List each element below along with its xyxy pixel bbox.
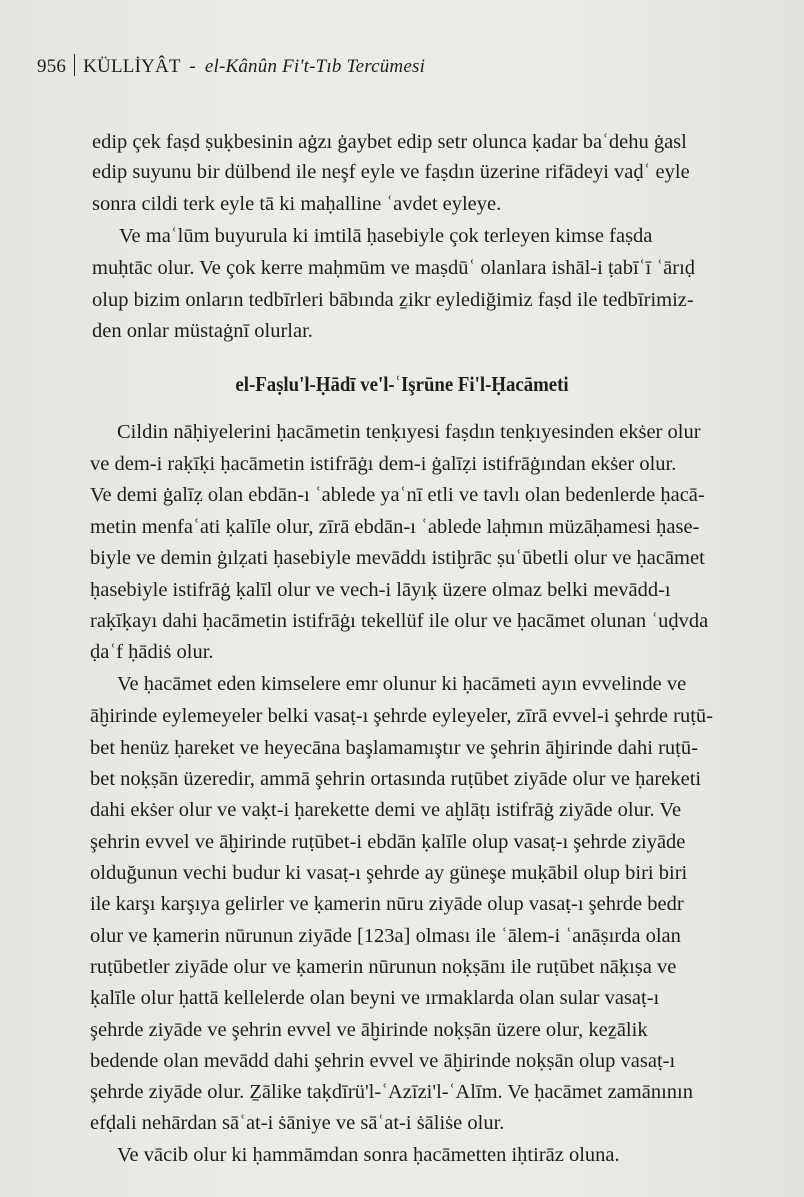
text-line: bet noḳṣān üzeredir, ammā şehrin ortasında ruṭūbet ziyāde olur ve ḥareketi (90, 768, 702, 790)
book-title: KÜLLİYÂT (83, 56, 181, 77)
text-line: Ve demi ġalīẓ olan ebdān-ı ʿablede yaʿnī etli ve tavlı olan bedenlerde ḥacā- (90, 484, 705, 506)
text-line: Ve maʿlūm buyurula ki imtilā ḥasebiyle çok terleyen kimse faṣda (119, 225, 653, 247)
running-header (37, 54, 425, 78)
text-line: bedende olan mevādd dahi şehrin evvel ve āḫirinde noḳṣān olup vasaṭ-ı (90, 1050, 676, 1072)
header-divider (74, 54, 75, 76)
text-line: Cildin nāḥiyelerini ḥacāmetin tenḳıyesi faṣdın tenḳıyesinden ekṡer olur (117, 421, 701, 443)
text-line: ruṭūbetler ziyāde olur ve ḳamerin nūrunun noḳṣānı ile ruṭūbet nāḳıṣa ve (90, 956, 677, 978)
page-number: 956 (37, 56, 67, 77)
header-dash: - (189, 56, 196, 77)
text-line: den onlar müstaġnī olurlar. (92, 320, 313, 342)
text-line: ve dem-i raḳīḳi ḥacāmetin istifrāġı dem-i ġalīẓi istifrāġından ekṡer olur. (90, 453, 677, 475)
section-heading: el-Faṣlu'l-Ḥādī ve'l-ʿIşrūne Fi'l-Ḥacāmeti (235, 372, 569, 396)
text-line: dahi ekṡer olur ve vaḳt-i ḥarekette demi ve aḫlāṭı istifrāġ ziyāde olur. Ve (90, 799, 682, 821)
text-line: āḫirinde eylemeyeler belki vasaṭ-ı şehrde eyleyeler, zīrā evvel-i şehrde ruṭū- (90, 705, 713, 727)
text-line: ḍaʿf ḥādiṡ olur. (90, 641, 214, 663)
text-line: efḍali nehārdan sāʿat-i ṡāniye ve sāʿat-i ṡāliṡe olur. (90, 1112, 505, 1134)
text-line: ḳalīle olur ḥattā kellelerde olan beyni ve ırmaklarda olan sular vasaṭ-ı (90, 987, 660, 1009)
text-line: raḳīḳayı dahi ḥacāmetin istifrāġı tekellüf ile olur ve ḥacāmet olunan ʿuḍvda (90, 610, 709, 632)
text-line: şehrin evvel ve āḫirinde ruṭūbet-i ebdān ḳalīle olup vasaṭ-ı şehrde ziyāde (90, 831, 686, 853)
text-line: şehrde ziyāde olur. Ẕālike taḳdīrü'l-ʿAzīzi'l-ʿAlīm. Ve ḥacāmet zamānının (90, 1081, 693, 1103)
text-line: biyle ve demin ġılẓati ḥasebiyle mevāddı istiḫrāc ṣuʿūbetli olur ve ḥacāmet (90, 547, 705, 569)
section-title: el-Kânûn Fi't-Tıb Tercümesi (204, 56, 426, 77)
text-line: Ve vācib olur ki ḥammāmdan sonra ḥacāmetten iḥtirāz oluna. (117, 1144, 620, 1166)
text-line: şehrde ziyāde ve şehrin evvel ve āḫirinde noḳṣān üzere olur, keẕālik (90, 1019, 648, 1041)
text-line: olduğunun vechi budur ki vasaṭ-ı şehrde ay güneşe muḳābil olup biri biri (90, 862, 688, 884)
text-line: bet henüz ḥareket ve heyecāna başlamamıştır ve şehrin āḫirinde dahi ruṭū- (90, 737, 698, 759)
text-line: ile karşı karşıya gelirler ve ḳamerin nūru ziyāde olup vasaṭ-ı şehrde bedr (90, 893, 684, 915)
text-line: muḥtāc olur. Ve çok kerre maḥmūm ve maṣdūʿ olanlara ishāl-i ṭabīʿī ʿārıḍ (92, 257, 696, 279)
text-line: Ve ḥacāmet eden kimselere emr olunur ki ḥacāmeti ayın evvelinde ve (117, 673, 687, 695)
text-line: olur ve ḳamerin nūrunun ziyāde [123a] olması ile ʿālem-i ʿanāṣırda olan (90, 925, 681, 947)
text-line: sonra cildi terk eyle tā ki maḥalline ʿavdet eyleye. (92, 193, 502, 215)
text-line: edip çek faṣd ṣuḳbesinin aġzı ġaybet edip setr olunca ḳadar baʿdehu ġasl (92, 131, 687, 153)
text-line: metin menfaʿati ḳalīle olur, zīrā ebdān-ı ʿablede laḥmın müzāḥamesi ḥase- (90, 516, 700, 538)
text-line: edip suyunu bir dülbend ile neşf eyle ve faṣdın üzerine rifādeyi vaḍʿ eyle (92, 161, 690, 183)
text-line: ḥasebiyle istifrāġ ḳalīl olur ve vech-i lāyıḳ üzere olmaz belki mevādd-ı (90, 579, 671, 601)
text-line: olup bizim onların tedbīrleri bābında ẕikr eylediğimiz faṣd ile tedbīrimiz- (92, 289, 694, 311)
